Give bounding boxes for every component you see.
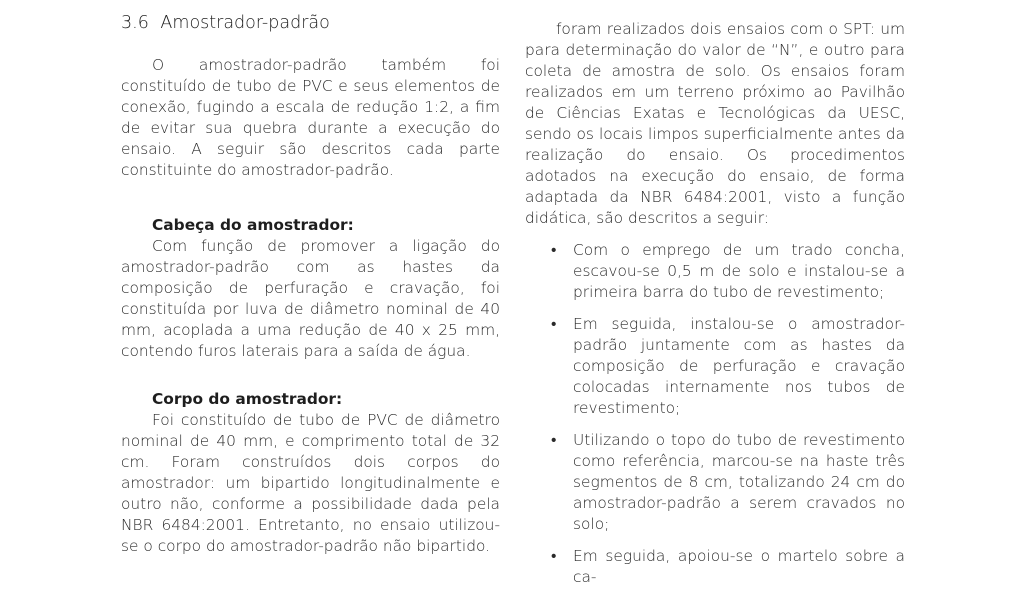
head-subheading: Cabeça do amostrador: — [152, 216, 354, 234]
left-column — [121, 55, 500, 557]
body-subheading: Corpo do amostrador: — [152, 390, 343, 408]
list-item — [525, 430, 905, 535]
section-heading — [121, 11, 330, 35]
list-item — [525, 314, 905, 419]
head-paragraph: Com função de promover a ligação do amostrador-padrão com as hastes da composição de perfuração e cravação, foi constituída por luva de diâmetro nominal de 40 mm, acoplada a uma redução de 40 x 25 mm, contendo furos laterais para a saída de água. — [121, 237, 500, 360]
list-item-text: Com o emprego de um trado concha, escavou-se 0,5 m de solo e instalou-se a primeira barra do tubo de revestimento; — [573, 241, 905, 301]
list-item-text: Utilizando o topo do tubo de revestimento como referência, marcou-se na haste três segmentos de 8 cm, totalizando 24 cm do amostrador-padrão a serem cravados no solo; — [573, 431, 905, 533]
right-column — [525, 19, 905, 599]
procedure-list — [525, 240, 905, 588]
bullet-icon: • — [551, 547, 557, 565]
section-title: Amostrador-padrão — [160, 13, 330, 33]
bullet-icon: • — [551, 241, 557, 259]
section-number: 3.6 — [121, 13, 149, 33]
bullet-icon: • — [551, 315, 557, 333]
list-item — [525, 240, 905, 303]
list-item-text: Em seguida, apoiou-se o martelo sobre a ca- — [573, 547, 905, 586]
body-paragraph: Foi constituído de tubo de PVC de diâmetro nominal de 40 mm, e comprimento total de 32 cm. Foram construídos dois corpos do amostrador: um bipartido longitudinalmente e outro não, conforme a possibilidade dada pela NBR 6484:2001. Entretanto, no ensaio utilizou-se o corpo do amostrador-padrão não bipartido. — [121, 411, 500, 555]
list-item — [525, 546, 905, 588]
intro-paragraph: O amostrador-padrão também foi constituído de tubo de PVC e seus elementos de conexão, fugindo a escala de redução 1:2, a fim de evitar sua quebra durante a execução do ensaio. A seguir são descritos cada parte constituinte do amostrador-padrão. — [121, 56, 500, 179]
list-item-text: Em seguida, instalou-se o amostrador-padrão juntamente com as hastes da composição de perfuração e cravação colocadas internamente nos tubos de revestimento; — [573, 315, 905, 417]
procedure-paragraph: foram realizados dois ensaios com o SPT: um para determinação do valor de “N”, e outro para coleta de amostra de solo. Os ensaios foram realizados em um terreno próximo ao Pavilhão de Ciências Exatas e Tecnológicas da UESC, sendo os locais limpos superficialmente antes da realização do ensaio. Os procedimentos adotados na execução do ensaio, de forma adaptada da NBR 6484:2001, visto a função didática, são descritos a seguir: — [525, 20, 905, 227]
bullet-icon: • — [551, 431, 557, 449]
